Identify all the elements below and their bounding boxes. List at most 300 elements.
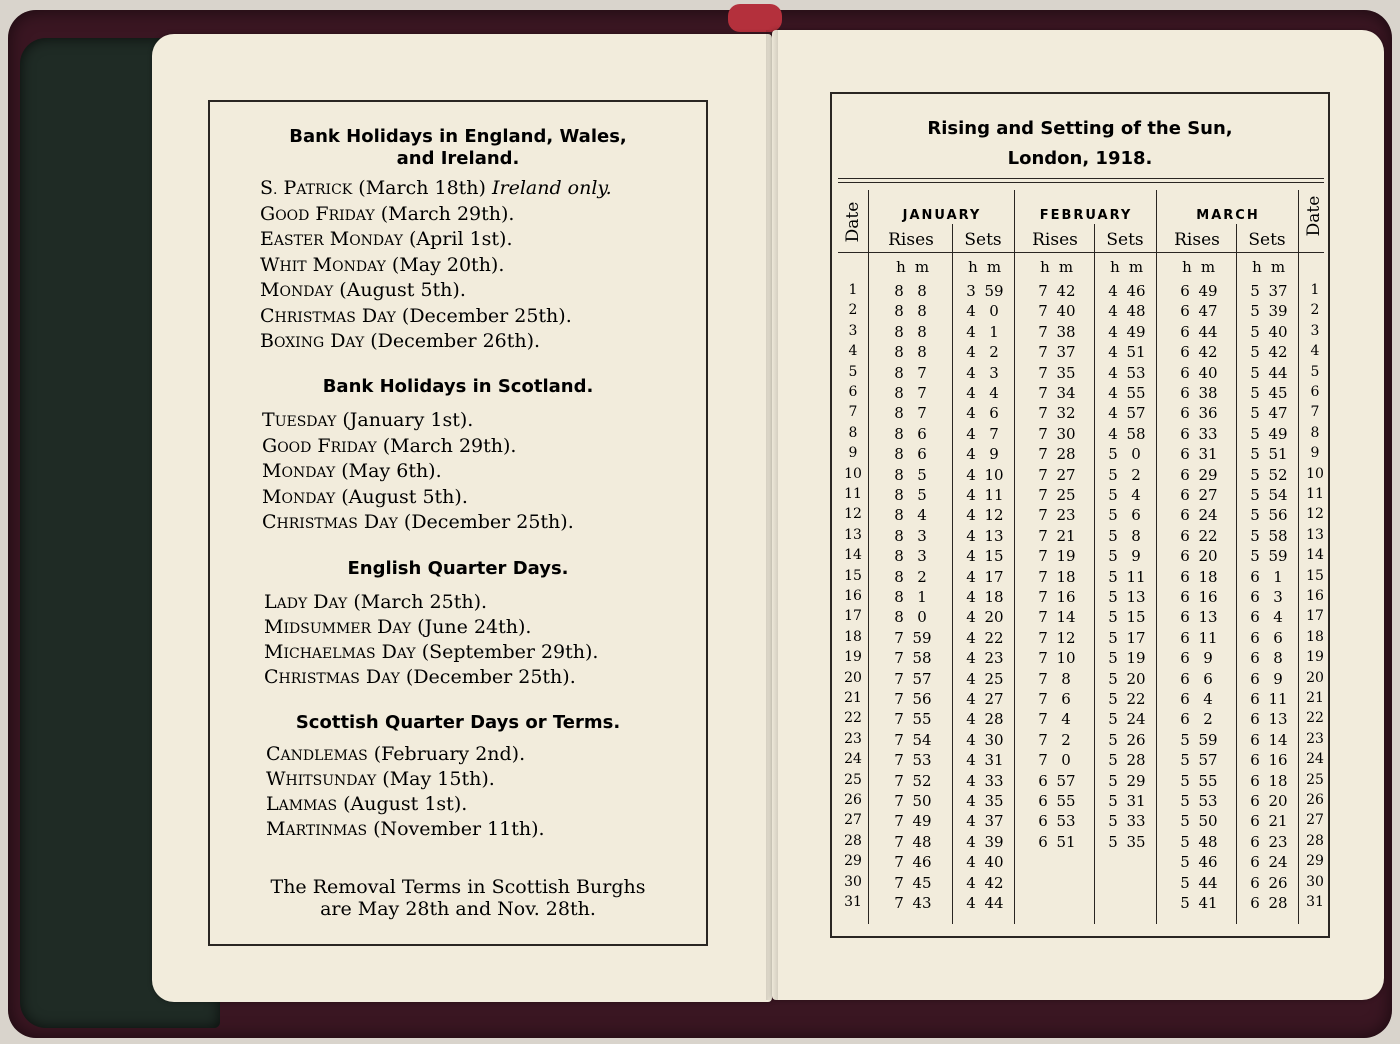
time-hour: 7 (1038, 404, 1048, 423)
time-minute: 8 (1131, 526, 1141, 545)
time-hour: 5 (1250, 282, 1260, 300)
time-minute: 37 (1056, 343, 1076, 362)
time-hour: 7 (1038, 465, 1048, 484)
time-minute: 16 (1198, 588, 1218, 606)
time-minute: 40 (1268, 322, 1288, 341)
date-number: 22 (844, 710, 862, 727)
time-minute: 0 (1061, 751, 1071, 770)
time-hour: 7 (894, 792, 904, 810)
time-minute: 13 (984, 526, 1004, 545)
time-hour: 6 (1038, 771, 1048, 790)
date-number: 19 (844, 649, 862, 666)
time-hour: 7 (1038, 486, 1048, 504)
time-hour: 5 (1250, 322, 1260, 341)
holiday-name: MONDAY (260, 279, 334, 301)
time-minute: 27 (1056, 465, 1076, 484)
column-rule (1014, 190, 1015, 924)
month-header: MARCH (1196, 208, 1260, 223)
date-number-right: 5 (1310, 363, 1320, 380)
time-minute: 31 (1198, 445, 1218, 464)
time-minute: 26 (1126, 730, 1146, 749)
time-hour: 8 (894, 547, 904, 566)
time-hour: 6 (1180, 710, 1190, 729)
removal-note-line-1: The Removal Terms in Scottish Burghs (270, 876, 646, 898)
time-hour: 7 (1038, 710, 1048, 729)
time-minute: 4 (1203, 690, 1213, 708)
time-minute: 48 (1198, 832, 1218, 851)
heading-england-2: and Ireland. (396, 148, 520, 169)
holiday-line: MARTINMAS (November 11th). (266, 818, 545, 840)
time-hour: 5 (1250, 343, 1260, 362)
time-hour: 5 (1180, 771, 1190, 790)
time-hour: 4 (966, 302, 976, 321)
time-hour: 7 (894, 812, 904, 831)
time-minute: 13 (1268, 710, 1288, 729)
time-minute: 57 (912, 669, 932, 688)
time-hour: 7 (1038, 669, 1048, 688)
time-hour: 7 (894, 710, 904, 729)
holiday-name: BOXING DAY (260, 330, 365, 352)
time-hour: 5 (1250, 424, 1260, 443)
date-number: 20 (844, 669, 862, 686)
date-number-right: 23 (1306, 730, 1324, 747)
time-hour: 7 (894, 832, 904, 851)
hour-label: h (1040, 258, 1050, 276)
minute-label: m (986, 258, 1002, 276)
time-hour: 4 (1108, 282, 1118, 300)
hour-label: h (1252, 258, 1262, 276)
time-hour: 8 (894, 343, 904, 362)
time-hour: 6 (1180, 465, 1190, 484)
time-minute: 29 (1198, 465, 1218, 484)
time-hour: 5 (1108, 547, 1118, 566)
time-minute: 8 (917, 343, 927, 362)
time-hour: 7 (1038, 628, 1048, 647)
date-number: 24 (844, 751, 862, 768)
holiday-name: S. PATRICK (260, 177, 353, 199)
holiday-name: MONDAY (262, 485, 336, 508)
time-minute: 44 (1268, 363, 1288, 382)
time-hour: 6 (1180, 506, 1190, 525)
time-minute: 30 (984, 730, 1004, 749)
time-minute: 24 (1268, 853, 1288, 872)
time-hour: 4 (966, 649, 976, 668)
date-number-right: 29 (1306, 853, 1324, 870)
time-minute: 48 (1126, 302, 1146, 321)
time-minute: 43 (912, 894, 932, 912)
date-number: 5 (848, 363, 858, 380)
hour-label: h (1110, 258, 1120, 276)
date-number-right: 20 (1306, 669, 1324, 686)
time-minute: 12 (984, 506, 1004, 525)
time-minute: 8 (1273, 649, 1283, 668)
time-hour: 7 (1038, 445, 1048, 464)
time-hour: 5 (1108, 628, 1118, 647)
minute-label: m (1200, 258, 1216, 276)
holiday-line: TUESDAY (January 1st). (262, 409, 474, 431)
time-minute: 40 (984, 853, 1004, 872)
month-header: FEBRUARY (1039, 208, 1133, 223)
date-number-right: 25 (1306, 771, 1324, 788)
time-hour: 6 (1180, 690, 1190, 708)
time-minute: 46 (1198, 853, 1218, 872)
holiday-name: GOOD FRIDAY (260, 202, 375, 225)
time-hour: 6 (1250, 730, 1260, 749)
time-minute: 5 (917, 465, 927, 484)
time-minute: 42 (1056, 282, 1076, 300)
time-minute: 58 (912, 649, 932, 668)
time-hour: 6 (1250, 873, 1260, 892)
time-minute: 3 (917, 547, 927, 566)
time-hour: 7 (1038, 343, 1048, 362)
time-minute: 40 (1056, 302, 1076, 321)
date-number-right: 9 (1310, 445, 1320, 462)
time-minute: 19 (1126, 649, 1146, 668)
time-minute: 0 (989, 302, 999, 321)
time-minute: 57 (1198, 751, 1218, 770)
time-hour: 4 (1108, 404, 1118, 423)
time-minute: 21 (1056, 526, 1076, 545)
time-hour: 4 (1108, 424, 1118, 443)
time-minute: 55 (1056, 792, 1076, 810)
time-minute: 44 (1198, 322, 1218, 341)
time-hour: 4 (966, 506, 976, 525)
time-hour: 8 (894, 486, 904, 504)
time-hour: 5 (1108, 649, 1118, 668)
holiday-name: CANDLEMAS (266, 743, 368, 765)
time-hour: 6 (1250, 894, 1260, 912)
time-hour: 4 (966, 424, 976, 443)
time-hour: 5 (1180, 792, 1190, 810)
rises-label: Rises (888, 230, 934, 250)
time-hour: 4 (966, 445, 976, 464)
time-hour: 7 (1038, 588, 1048, 606)
time-hour: 4 (966, 832, 976, 851)
holiday-name: WHITSUNDAY (266, 768, 377, 790)
time-hour: 5 (1108, 710, 1118, 729)
time-minute: 37 (1268, 282, 1288, 300)
time-hour: 4 (966, 710, 976, 729)
holiday-line: WHITSUNDAY (May 15th). (266, 768, 495, 790)
time-minute: 52 (1268, 465, 1288, 484)
time-minute: 0 (1131, 445, 1141, 464)
time-hour: 8 (894, 445, 904, 464)
time-minute: 7 (917, 404, 927, 423)
time-hour: 7 (1038, 730, 1048, 749)
time-hour: 6 (1250, 649, 1260, 668)
time-hour: 5 (1250, 363, 1260, 382)
time-minute: 27 (984, 690, 1004, 708)
sets-label: Sets (964, 230, 1002, 250)
column-rule (1156, 190, 1157, 924)
date-number: 2 (848, 302, 858, 319)
time-minute: 2 (1131, 465, 1141, 484)
time-minute: 33 (1198, 424, 1218, 443)
time-minute: 16 (1268, 751, 1288, 770)
time-minute: 32 (1056, 404, 1076, 423)
time-minute: 15 (1126, 608, 1146, 627)
time-hour: 5 (1180, 730, 1190, 749)
time-minute: 19 (1056, 547, 1076, 566)
date-number-right: 13 (1306, 526, 1324, 543)
bank-holidays-frame (208, 100, 708, 946)
time-minute: 36 (1198, 404, 1218, 423)
time-hour: 7 (894, 873, 904, 892)
time-hour: 6 (1250, 771, 1260, 790)
time-minute: 48 (912, 832, 932, 851)
time-minute: 46 (1126, 282, 1146, 300)
time-hour: 4 (966, 588, 976, 606)
time-hour: 5 (1180, 853, 1190, 872)
time-hour: 6 (1250, 853, 1260, 872)
rule-header-bottom (838, 252, 1324, 253)
time-minute: 2 (917, 567, 927, 586)
time-hour: 4 (966, 547, 976, 566)
time-minute: 9 (1131, 547, 1141, 566)
date-number-right: 16 (1306, 588, 1324, 604)
time-hour: 6 (1180, 384, 1190, 402)
time-minute: 49 (1198, 282, 1218, 300)
hour-label: h (1182, 258, 1192, 276)
time-minute: 22 (1198, 526, 1218, 545)
time-minute: 11 (984, 486, 1004, 504)
time-minute: 21 (1268, 812, 1288, 831)
heading-quarter-days: English Quarter Days. (347, 558, 569, 579)
time-hour: 7 (1038, 363, 1048, 382)
time-minute: 42 (1198, 343, 1218, 362)
time-hour: 4 (966, 812, 976, 831)
time-minute: 58 (1268, 526, 1288, 545)
time-minute: 18 (1056, 567, 1076, 586)
time-minute: 14 (1268, 730, 1288, 749)
time-hour: 4 (966, 628, 976, 647)
date-number-right: 11 (1306, 486, 1324, 502)
time-hour: 8 (894, 282, 904, 300)
time-minute: 50 (912, 792, 932, 810)
time-minute: 40 (1198, 363, 1218, 382)
column-rule (1236, 224, 1237, 924)
time-hour: 4 (966, 792, 976, 810)
time-minute: 6 (989, 404, 999, 423)
time-minute: 59 (984, 282, 1004, 300)
time-minute: 33 (1126, 812, 1146, 831)
time-minute: 5 (917, 486, 927, 504)
time-minute: 45 (1268, 384, 1288, 402)
holiday-line: GOOD FRIDAY (March 29th). (262, 434, 517, 457)
sets-label: Sets (1106, 230, 1144, 250)
time-minute: 7 (989, 424, 999, 443)
time-hour: 8 (894, 322, 904, 341)
sets-label: Sets (1248, 230, 1286, 250)
time-hour: 6 (1250, 690, 1260, 708)
date-number-right: 7 (1310, 404, 1320, 421)
time-minute: 3 (917, 526, 927, 545)
time-hour: 6 (1180, 628, 1190, 647)
time-minute: 13 (1126, 588, 1146, 606)
time-minute: 20 (1126, 669, 1146, 688)
holiday-name: GOOD FRIDAY (262, 434, 377, 457)
time-minute: 7 (917, 384, 927, 402)
time-hour: 5 (1250, 506, 1260, 525)
date-number-right: 15 (1306, 567, 1324, 584)
time-minute: 52 (912, 771, 932, 790)
date-number-right: 8 (1310, 424, 1320, 441)
time-minute: 55 (1198, 771, 1218, 790)
time-hour: 7 (1038, 424, 1048, 443)
time-hour: 6 (1250, 812, 1260, 831)
time-hour: 5 (1180, 751, 1190, 770)
time-hour: 8 (894, 608, 904, 627)
time-minute: 42 (984, 873, 1004, 892)
holiday-line: BOXING DAY (December 26th). (260, 330, 541, 352)
time-hour: 7 (1038, 506, 1048, 525)
time-minute: 22 (984, 628, 1004, 647)
time-hour: 7 (894, 771, 904, 790)
holiday-line: CHRISTMAS DAY (December 25th). (264, 666, 576, 688)
time-minute: 59 (1198, 730, 1218, 749)
sun-table-frame (830, 92, 1330, 938)
time-minute: 11 (1126, 567, 1146, 586)
time-hour: 5 (1180, 812, 1190, 831)
time-hour: 6 (1250, 608, 1260, 627)
time-hour: 5 (1250, 526, 1260, 545)
time-minute: 27 (1198, 486, 1218, 504)
date-number: 18 (844, 628, 862, 645)
holiday-line: CANDLEMAS (February 2nd). (266, 743, 526, 765)
time-minute: 1 (1273, 567, 1283, 586)
time-hour: 6 (1180, 588, 1190, 606)
holiday-note: Ireland only. (485, 177, 612, 199)
time-minute: 17 (984, 567, 1004, 586)
time-minute: 35 (984, 792, 1004, 810)
title-line-1: Rising and Setting of the Sun, (927, 118, 1233, 139)
time-minute: 6 (1273, 628, 1283, 647)
time-minute: 26 (1268, 873, 1288, 892)
time-hour: 7 (894, 894, 904, 912)
time-hour: 6 (1180, 322, 1190, 341)
date-number: 12 (844, 506, 862, 523)
date-number: 30 (844, 873, 862, 890)
time-minute: 4 (917, 506, 927, 525)
time-hour: 3 (966, 282, 976, 300)
rule-top-2 (838, 182, 1324, 183)
minute-label: m (1270, 258, 1286, 276)
time-hour: 5 (1108, 771, 1118, 790)
time-minute: 53 (1198, 792, 1218, 810)
time-minute: 23 (1056, 506, 1076, 525)
date-number-right: 31 (1306, 894, 1324, 910)
time-minute: 37 (984, 812, 1004, 831)
time-hour: 5 (1108, 608, 1118, 627)
time-minute: 4 (1273, 608, 1283, 627)
time-hour: 4 (966, 873, 976, 892)
time-minute: 18 (1268, 771, 1288, 790)
time-hour: 7 (1038, 690, 1048, 708)
time-minute: 18 (1198, 567, 1218, 586)
holiday-line: WHIT MONDAY (May 20th). (260, 253, 505, 276)
holiday-name: MONDAY (262, 460, 336, 482)
holiday-name: CHRISTMAS DAY (262, 511, 398, 533)
date-number-right: 24 (1306, 751, 1324, 768)
date-number-right: 17 (1306, 608, 1324, 625)
time-hour: 6 (1180, 669, 1190, 688)
time-minute: 9 (989, 445, 999, 464)
time-hour: 6 (1038, 832, 1048, 851)
time-hour: 4 (1108, 363, 1118, 382)
time-hour: 6 (1180, 445, 1190, 464)
holiday-name: WHIT MONDAY (260, 253, 386, 276)
date-number: 27 (844, 812, 862, 829)
heading-scottish-terms: Scottish Quarter Days or Terms. (295, 712, 621, 733)
time-hour: 4 (966, 465, 976, 484)
time-hour: 6 (1180, 302, 1190, 321)
date-number: 14 (844, 547, 862, 564)
time-minute: 46 (912, 853, 932, 872)
time-minute: 1 (917, 588, 927, 606)
time-minute: 8 (917, 302, 927, 321)
holiday-name: TUESDAY (262, 409, 337, 431)
time-hour: 5 (1250, 302, 1260, 321)
time-minute: 25 (1056, 486, 1076, 504)
time-hour: 8 (894, 526, 904, 545)
time-minute: 20 (1268, 792, 1288, 810)
time-minute: 6 (1131, 506, 1141, 525)
time-minute: 56 (912, 690, 932, 708)
time-minute: 35 (1126, 832, 1146, 851)
time-minute: 57 (1056, 771, 1076, 790)
date-number: 23 (844, 730, 862, 747)
holiday-line: LAMMAS (August 1st). (266, 793, 468, 815)
time-hour: 5 (1180, 894, 1190, 912)
sun-table-title (832, 114, 1328, 174)
heading-scotland: Bank Holidays in Scotland. (322, 376, 594, 397)
column-rule (952, 224, 953, 924)
time-minute: 51 (1268, 445, 1288, 464)
time-minute: 10 (984, 465, 1004, 484)
time-hour: 5 (1108, 465, 1118, 484)
date-number: 13 (844, 526, 862, 543)
time-hour: 4 (966, 567, 976, 586)
heading-england: Bank Holidays in England, Wales, (289, 126, 627, 147)
time-hour: 5 (1108, 486, 1118, 504)
time-minute: 7 (917, 363, 927, 382)
holiday-line: MICHAELMAS DAY (September 29th). (264, 641, 599, 663)
minute-label: m (914, 258, 930, 276)
removal-note-line-2: are May 28th and Nov. 28th. (320, 898, 596, 920)
time-minute: 28 (984, 710, 1004, 729)
time-hour: 6 (1250, 710, 1260, 729)
time-hour: 8 (894, 424, 904, 443)
time-hour: 6 (1250, 669, 1260, 688)
time-minute: 54 (1268, 486, 1288, 504)
time-minute: 47 (1198, 302, 1218, 321)
holiday-name: MIDSUMMER DAY (264, 616, 412, 638)
date-number-right: 19 (1306, 649, 1324, 666)
hour-label: h (896, 258, 906, 276)
time-minute: 50 (1198, 812, 1218, 831)
time-minute: 51 (1126, 343, 1146, 362)
time-hour: 5 (1250, 404, 1260, 423)
time-hour: 4 (966, 343, 976, 362)
time-hour: 5 (1250, 547, 1260, 566)
time-minute: 0 (917, 608, 927, 627)
time-hour: 7 (894, 751, 904, 770)
time-minute: 53 (1126, 363, 1146, 382)
time-hour: 7 (1038, 567, 1048, 586)
time-minute: 54 (912, 730, 932, 749)
time-minute: 28 (1056, 445, 1076, 464)
date-number-right: 30 (1306, 873, 1324, 890)
